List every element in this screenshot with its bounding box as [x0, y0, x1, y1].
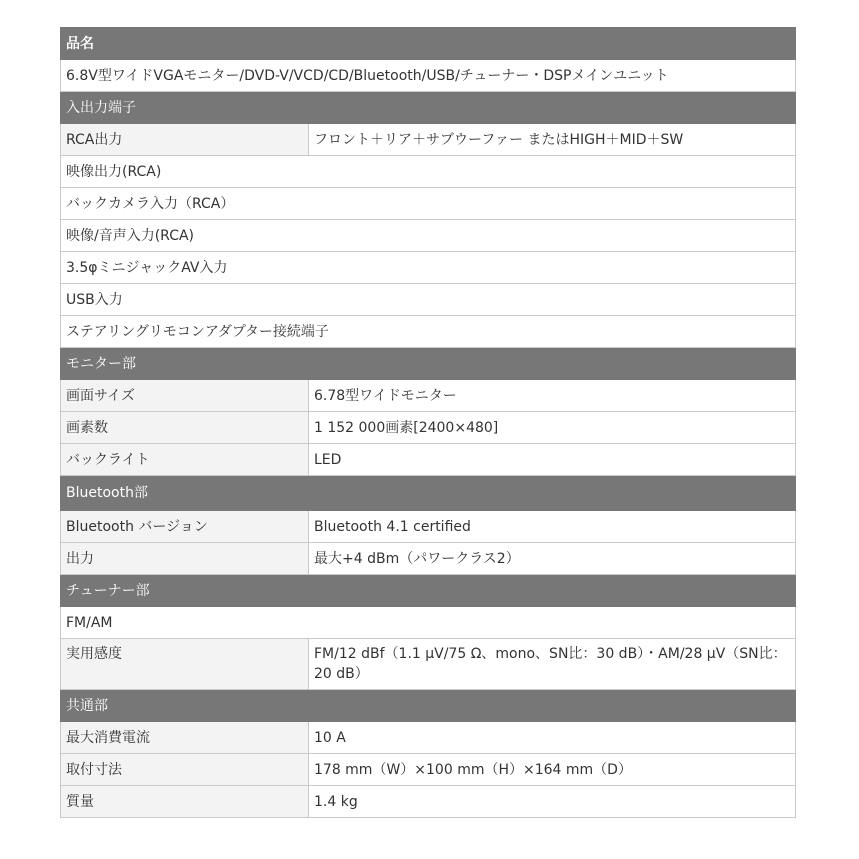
table-row [61, 220, 796, 252]
spec-label: 質量 [61, 786, 309, 818]
table-row [61, 188, 796, 220]
section-bluetooth [61, 476, 796, 511]
table-row [61, 754, 796, 786]
table-row [61, 380, 796, 412]
spec-label: 画素数 [61, 412, 309, 444]
rca-output-value: フロント＋リア＋サブウーファー またはHIGH＋MID＋SW [309, 124, 796, 156]
section-header-product-name: 品名 [61, 28, 796, 60]
spec-table [60, 27, 796, 818]
spec-value: 1 152 000画素[2400×480] [309, 412, 796, 444]
section-common [61, 690, 796, 722]
spec-label: 出力 [61, 543, 309, 575]
product-name-value: 6.8V型ワイドVGAモニター/DVD-V/VCD/CD/Bluetooth/USB/チューナー・DSPメインユニット [61, 60, 796, 92]
section-monitor [61, 348, 796, 380]
spec-value: FM/12 dBf（1.1 μV/75 Ω、mono、SN比：30 dB）・AM/28 μV（SN比：20 dB） [309, 639, 796, 690]
mini-jack-input: 3.5φミニジャックAV入力 [61, 252, 796, 284]
table-row [61, 60, 796, 92]
table-row [61, 639, 796, 690]
section-header-tuner: チューナー部 [61, 575, 796, 607]
section-io-terminals [61, 92, 796, 124]
back-camera-input: バックカメラ入力（RCA） [61, 188, 796, 220]
table-row [61, 156, 796, 188]
section-product-name [61, 28, 796, 60]
table-row [61, 316, 796, 348]
spec-label: バックライト [61, 444, 309, 476]
section-header-bluetooth: Bluetooth部 [61, 476, 796, 511]
section-tuner [61, 575, 796, 607]
table-row [61, 252, 796, 284]
table-row [61, 722, 796, 754]
table-row [61, 511, 796, 543]
rca-output-label: RCA出力 [61, 124, 309, 156]
section-header-io-terminals: 入出力端子 [61, 92, 796, 124]
section-header-common: 共通部 [61, 690, 796, 722]
table-row [61, 543, 796, 575]
table-row [61, 412, 796, 444]
table-row [61, 284, 796, 316]
spec-value: 10 A [309, 722, 796, 754]
av-input: 映像/音声入力(RCA) [61, 220, 796, 252]
spec-value: 1.4 kg [309, 786, 796, 818]
spec-label: 実用感度 [61, 639, 309, 690]
table-row [61, 124, 796, 156]
section-header-monitor: モニター部 [61, 348, 796, 380]
spec-label: 最大消費電流 [61, 722, 309, 754]
spec-value: 6.78型ワイドモニター [309, 380, 796, 412]
spec-label: 取付寸法 [61, 754, 309, 786]
spec-value: 最大+4 dBm（パワークラス2） [309, 543, 796, 575]
spec-label: Bluetooth バージョン [61, 511, 309, 543]
spec-value: Bluetooth 4.1 certified [309, 511, 796, 543]
usb-input: USB入力 [61, 284, 796, 316]
spec-value: LED [309, 444, 796, 476]
video-output: 映像出力(RCA) [61, 156, 796, 188]
spec-label: 画面サイズ [61, 380, 309, 412]
table-row [61, 444, 796, 476]
fm-am: FM/AM [61, 607, 796, 639]
table-row [61, 607, 796, 639]
table-row [61, 786, 796, 818]
steering-remote-terminal: ステアリングリモコンアダプター接続端子 [61, 316, 796, 348]
spec-value: 178 mm（W）×100 mm（H）×164 mm（D） [309, 754, 796, 786]
